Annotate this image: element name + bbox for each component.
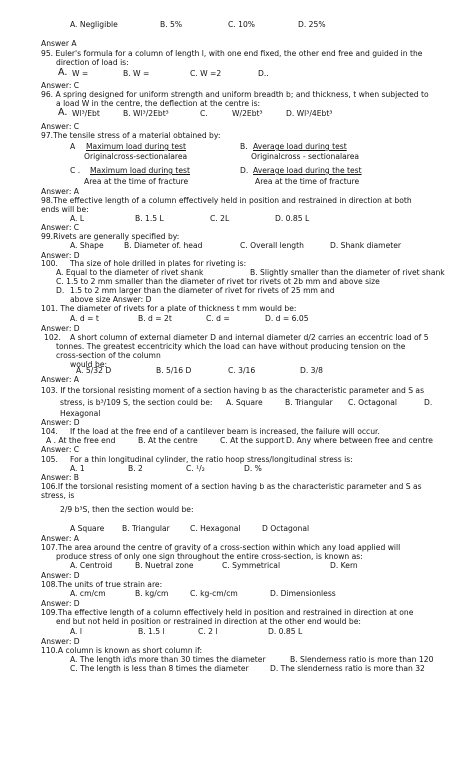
option-b: B. 1.5 l (138, 627, 165, 636)
option-d-label: D. (424, 398, 433, 407)
option-b: B. Nuetral zone (135, 561, 194, 570)
answer-98: Answer: C (41, 223, 80, 232)
answer-107: Answer: D (41, 571, 80, 580)
option-c: C. 3/16 (228, 366, 256, 375)
question-95: 95. Euler's formula for a column of length l, with one end fixed, the other end free and guided in the (41, 49, 423, 58)
option-d: D. Shank diameter (330, 241, 402, 250)
option-c-label: C. (200, 109, 208, 118)
option-c: C. 2L (210, 214, 230, 223)
option-d: D. 0.85 L (268, 627, 303, 636)
option-a-label: A (70, 142, 76, 151)
option-a: Wl³/Ebt (72, 109, 100, 118)
question-102-cont: would be: (70, 360, 108, 369)
option-a: A. Negligible (70, 20, 118, 29)
option-d: D. 3/8 (300, 366, 323, 375)
option-c: C. ¹/₂ (186, 464, 205, 473)
answer-104: Answer: C (41, 445, 80, 454)
option-d-label: D. (240, 166, 249, 175)
option-a: A. Shape (70, 241, 104, 250)
option-a-denominator: Originalcross-sectionalarea (84, 152, 188, 161)
option-c: C. 10% (228, 20, 256, 29)
question-101: 101. The diameter of rivets for a plate of thickness t mm would be: (41, 304, 297, 313)
option-a: A. Equal to the diameter of rivet shank (56, 268, 204, 277)
option-b-label: B. (240, 142, 248, 151)
option-a: A . At the free end (46, 436, 116, 445)
option-b: B. 1.5 L (135, 214, 164, 223)
option-d: D.. (258, 69, 269, 78)
question-105: For a thin longitudinal cylinder, the ratio hoop stress/longitudinal stress is: (70, 455, 353, 464)
option-c: C. The length is less than 8 times the diameter (70, 664, 249, 673)
option-a: A. 5/32 D (76, 366, 112, 375)
option-b: B. 5% (160, 20, 183, 29)
answer-102: Answer: A (41, 375, 80, 384)
option-d-denominator: Area at the time of fracture (255, 177, 360, 186)
option-d: D. Kern (330, 561, 358, 570)
question-96-cont: a load W in the centre, the deflection at the centre is: (56, 99, 261, 108)
answer-108: Answer: D (41, 599, 80, 608)
option-c: W/2Ebt³ (232, 109, 263, 118)
option-b: B. W = (123, 69, 150, 78)
question-107: 107.The area around the centre of gravity of a cross-section within which any load applied will (41, 543, 401, 552)
option-b: B. At the centre (138, 436, 198, 445)
question-106: 106.If the torsional resisting moment of a section having b as the characteristic parameter and S as (41, 482, 422, 491)
answer-105: Answer: B (41, 473, 80, 482)
question-109-cont: end but not held in position or restrained in direction at the other end would be: (56, 617, 361, 626)
option-a: A. cm/cm (70, 589, 106, 598)
option-c: C. d = (206, 314, 230, 323)
option-a-label: A. (58, 107, 68, 118)
option-a: A. 1 (70, 464, 85, 473)
question-96: 96. A spring designed for uniform strength and uniform breadth b; and thickness, t when subjected to (41, 90, 429, 99)
option-d-cont: above size Answer: D (70, 295, 152, 304)
question-107-cont: produce stress of only one sign throughout the entire cross-section, is known as: (56, 552, 363, 561)
option-b: B. d = 2t (138, 314, 172, 323)
question-102-cont: cross-section of the column (56, 351, 161, 360)
question-95-cont: direction of load is: (56, 58, 129, 67)
answer-94: Answer A (41, 39, 77, 48)
answer-97: Answer: A (41, 187, 80, 196)
option-c: C. Overall length (240, 241, 304, 250)
option-b: B. Slenderness ratio is more than 120 (290, 655, 434, 664)
option-c-denominator: Area at the time of fracture (84, 177, 189, 186)
option-b: B. Diameter of. head (124, 241, 203, 250)
option-d: D. Dimensionless (270, 589, 336, 598)
option-c: C. Octagonal (348, 398, 397, 407)
option-d: D Octagonal (262, 524, 310, 533)
answer-103: Answer: D (41, 418, 80, 427)
question-102-number: 102. (44, 333, 61, 342)
question-106-cont: stress, is (41, 491, 75, 500)
option-b: B. 5/16 D (156, 366, 192, 375)
option-a: A Square (70, 524, 105, 533)
option-a: A. L (70, 214, 85, 223)
option-a: A. The length id\s more than 30 times the diameter (70, 655, 266, 664)
question-110: 110.A column is known as short column if: (41, 646, 203, 655)
option-d: D. d = 6.05 (265, 314, 309, 323)
option-c: C. 1.5 to 2 mm smaller than the diameter of rivet tor rivets ot 2b mm and above size (56, 277, 380, 286)
option-b: B. Wl³/2Ebt³ (123, 109, 169, 118)
question-98-cont: ends will be: (41, 205, 89, 214)
answer-106: Answer: A (41, 534, 80, 543)
question-109: 109.Tha effective length of a column effectively held in position and restrained in direction at one (41, 608, 414, 617)
option-a-label: A. (58, 67, 68, 78)
option-c: C. At the support (220, 436, 285, 445)
option-a: A. d = t (70, 314, 99, 323)
question-105-number: 105. (41, 455, 58, 464)
option-c: C. W =2 (190, 69, 222, 78)
option-c: C. kg-cm/cm (190, 589, 238, 598)
answer-109: Answer: D (41, 637, 80, 646)
question-100-number: 100. (41, 259, 58, 268)
option-b: B. kg/cm (135, 589, 169, 598)
option-b-numerator: Average load during test (253, 142, 347, 151)
question-102-cont: tonnes. The greatest eccentricity which the load can have without producing tension on the (56, 342, 406, 351)
option-a: A. Centroid (70, 561, 113, 570)
option-d-numerator: Average load during the test (253, 166, 362, 175)
option-a: W = (72, 69, 89, 78)
option-a: A. Square (226, 398, 263, 407)
option-d: Hexagonal (60, 409, 101, 418)
question-97: 97.The tensile stress of a material obtained by: (41, 131, 221, 140)
question-99: 99.Rivets are generally specified by: (41, 232, 180, 241)
option-d: D. Wl³/4Ebt³ (286, 109, 333, 118)
option-b: B. Triangular (122, 524, 170, 533)
option-d: D. The slenderness ratio is more than 32 (270, 664, 425, 673)
answer-96: Answer: C (41, 122, 80, 131)
option-d: D. 25% (298, 20, 326, 29)
option-d: 1.5 to 2 mm larger than the diameter of rivet for rivets of 25 mm and (70, 286, 335, 295)
question-102: A short column of external diameter D and internal diameter d/2 carries an eccentric load of 5 (70, 333, 429, 342)
option-c: C. 2 l (198, 627, 218, 636)
question-106-formula: 2/9 b³S, then the section would be: (60, 505, 194, 514)
option-b-denominator: Originalcross - sectionalarea (251, 152, 360, 161)
question-104-number: 104. (41, 427, 58, 436)
answer-95: Answer: C (41, 81, 80, 90)
answer-99: Answer: D (41, 251, 80, 260)
option-c: C. Symmetrical (222, 561, 281, 570)
question-103: 103. If the torsional resisting moment of a section having b as the characteristic parameter and S as (41, 386, 425, 395)
option-d: D. Any where between free and centre (286, 436, 433, 445)
question-98: 98.The effective length of a column effectively held in position and restrained in direction at both (41, 196, 412, 205)
question-108: 108.The units of true strain are: (41, 580, 163, 589)
option-a-numerator: Maximum load during test (86, 142, 186, 151)
option-d: D. % (244, 464, 262, 473)
option-b: B. Slightly smaller than the diameter of rivet shank (250, 268, 445, 277)
option-d-label: D. (56, 286, 65, 295)
option-b: B. Triangular (285, 398, 333, 407)
option-c-label: C . (70, 166, 81, 175)
option-c-numerator: Maximum load during test (90, 166, 190, 175)
option-d: D. 0.85 L (275, 214, 310, 223)
option-a: A. l (70, 627, 82, 636)
answer-101: Answer: D (41, 324, 80, 333)
question-104: If the load at the free end of a cantilever beam is increased, the failure will occur. (70, 427, 380, 436)
option-c: C. Hexagonal (190, 524, 241, 533)
option-b: B. 2 (128, 464, 143, 473)
question-100: Tha size of hole drilled in plates for riveting is: (70, 259, 247, 268)
question-103-cont: stress, is b³/109 S, the section could be: (60, 398, 213, 407)
